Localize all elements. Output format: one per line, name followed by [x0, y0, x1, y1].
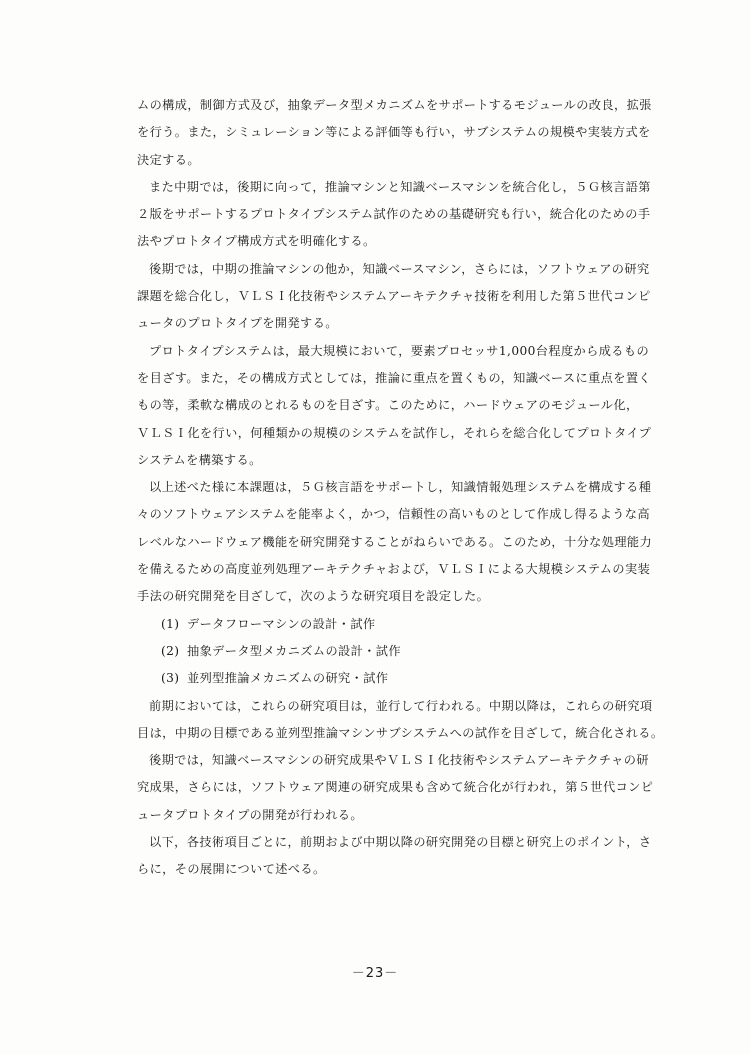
list-item: [137, 611, 697, 638]
body-text: [137, 92, 697, 884]
list-item-number: (3): [161, 671, 180, 686]
list-item-number: (2): [161, 643, 180, 658]
paragraph: 以下，各技術項目ごとに，前期および中期以降の研究開発の目標と研究上のポイント，さ らに，その展開について述べる。: [137, 835, 652, 877]
page-number: －23－: [351, 966, 399, 981]
paragraph: また中期では，後期に向って，推論マシンと知識ベースマシンを統合化し，５Ｇ核言語第 ２版をサポートするプロトタイプシステム試作のための基礎研究も行い，統合化のための手 法やプロトタイプ構成方式を明確化する。: [137, 179, 651, 249]
paragraph: 以上述べた様に本課題は，５Ｇ核言語をサポートし，知識情報処理システムを構成する種 々のソフトウェアシステムを能率よく，かつ，信頼性の高いものとして作成し得るような高 レベルなハードウェア機能を研究開発することがねらいである。このため，十分な処理能力 を備えるための高度並列処理アーキテクチャおよび，ＶＬＳＩによる大規模システムの実装 手法の研究開発を目ざして，次のような研究項目を設定した。: [137, 480, 653, 604]
research-item-list: [137, 611, 697, 693]
list-item-number: (1): [161, 616, 180, 631]
list-item: [137, 638, 697, 665]
paragraph: 後期では，知識ベースマシンの研究成果やＶＬＳＩ化技術やシステムアーキテクチャの研 究成果，さらには，ソフトウェア関連の研究成果も含めて統合化が行われ，第５世代コンピ ュータプロトタイプの開発が行われる。: [137, 753, 654, 822]
list-item-text: 抽象データ型メカニズムの設計・試作: [187, 643, 401, 658]
list-item-text: データフローマシンの設計・試作: [187, 616, 376, 631]
list-item: [137, 665, 697, 692]
paragraph: 後期では，中期の推論マシンの他か，知識ベースマシン，さらには，ソフトウェアの研究 課題を総合化し，ＶＬＳＩ化技術やシステムアーキテクチャ技術を利用した第５世代コンピ ュータのプロトタイプを開発する。: [137, 261, 651, 331]
paragraph: 前期においては，これらの研究項目は，並行して行われる。中期以降は，これらの研究項 目は，中期の目標である並列型推論マシンサブシステムへの試作を目ざして，統合化される。: [137, 698, 664, 740]
paragraph: ムの構成，制御方式及び，抽象データ型メカニズムをサポートするモジュールの改良，拡張 を行う。また，シミュレーション等による評価等も行い，サブシステムの規模や実装方式を 決定する。: [137, 98, 652, 167]
paragraph: プロトタイプシステムは，最大規模において，要素プロセッサ1,000台程度から成るもの を目ざす。また，その構成方式としては，推論に重点を置くもの，知識ベースに重点を置く もの等，柔軟な構成のとれるものを目ざす。このために，ハードウェアのモジュール化， ＶＬＳＩ化を行い，何種類かの規模のシステムを試作し，それらを総合化してプロトタイプ システムを構築する。: [137, 343, 652, 467]
list-item-text: 並列型推論メカニズムの研究・試作: [187, 671, 389, 686]
